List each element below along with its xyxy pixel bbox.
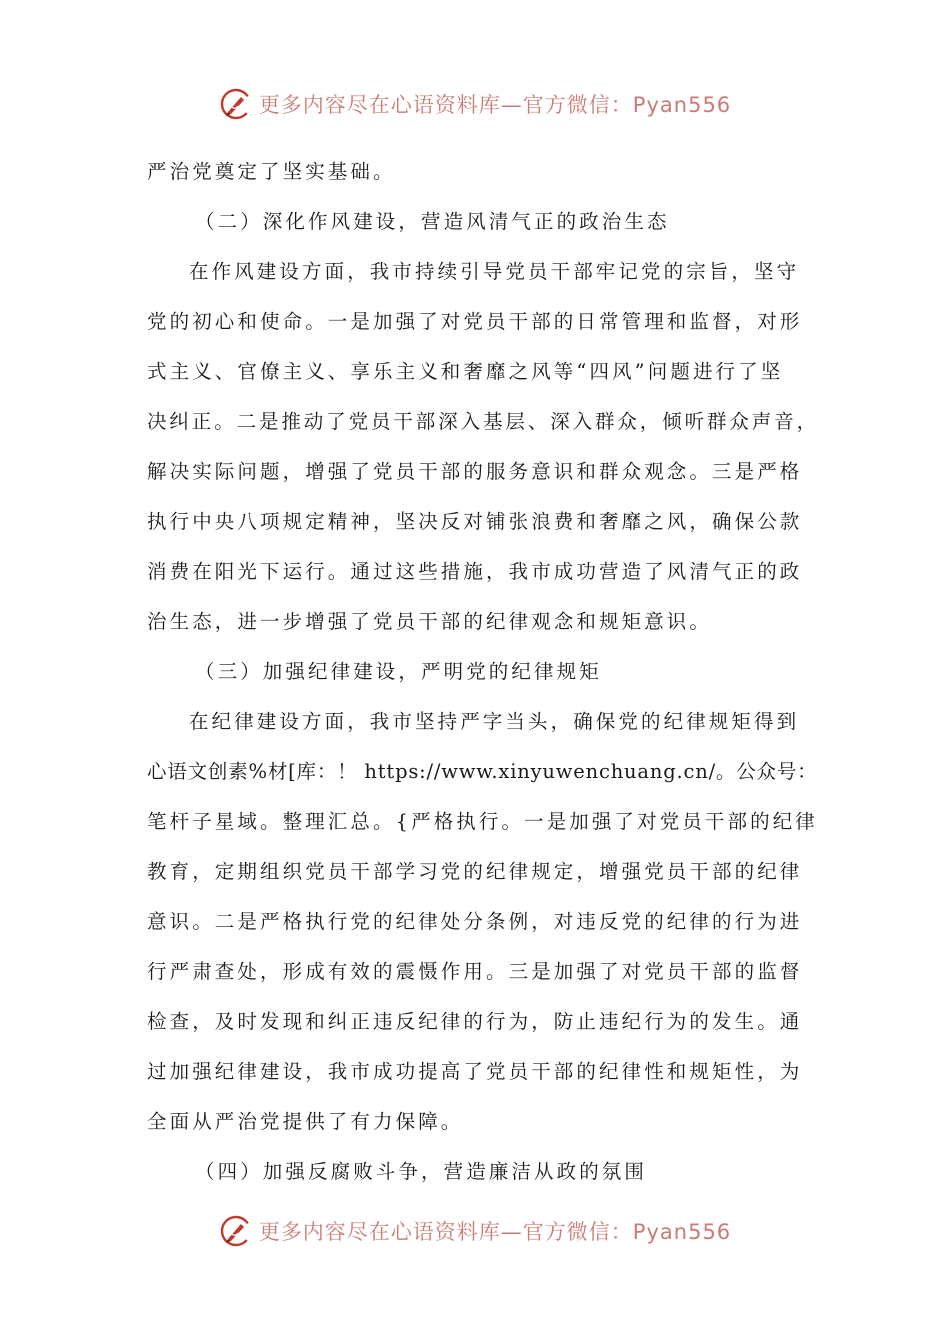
footer-banner: [0, 1211, 950, 1251]
banner-text: 更多内容尽在心语资料库—官方微信：Pyan556: [258, 1220, 732, 1244]
paragraph-line: 教育，定期组织党员干部学习党的纪律规定，增强党员干部的纪律: [147, 860, 803, 883]
header-banner: [0, 84, 950, 124]
paragraph-line: 在纪律建设方面，我市坚持严字当头，确保党的纪律规矩得到: [189, 710, 800, 733]
paragraph-line: 检查，及时发现和纠正违反纪律的行为，防止违纪行为的发生。通: [147, 1010, 803, 1033]
paragraph-line: 执行中央八项规定精神，坚决反对铺张浪费和奢靡之风，确保公款: [147, 510, 803, 533]
paragraph-line: 全面从严治党提供了有力保障。: [147, 1110, 464, 1133]
paragraph-line: 在作风建设方面，我市持续引导党员干部牢记党的宗旨，坚守: [189, 260, 800, 283]
paragraph-line: 笔杆子星域。整理汇总。{严格执行。一是加强了对党员干部的纪律: [147, 810, 818, 833]
paragraph-line: 过加强纪律建设，我市成功提高了党员干部的纪律性和规矩性，为: [147, 1060, 803, 1083]
document-body: [147, 147, 820, 1197]
paragraph-line: 决纠正。二是推动了党员干部深入基层、深入群众，倾听群众声音，: [147, 410, 820, 433]
banner-text: 更多内容尽在心语资料库—官方微信：Pyan556: [258, 93, 732, 117]
section-heading: （三）加强纪律建设，严明党的纪律规矩: [195, 660, 602, 683]
pen-logo-icon: [219, 1214, 253, 1248]
paragraph-line: 解决实际问题，增强了党员干部的服务意识和群众观念。三是严格: [147, 460, 803, 483]
paragraph-line: 意识。二是严格执行党的纪律处分条例，对违反党的纪律的行为进: [147, 910, 803, 933]
paragraph-line: 治生态，进一步增强了党员干部的纪律观念和规矩意识。: [147, 610, 713, 633]
pen-logo-icon: [219, 87, 253, 121]
paragraph-line: 式主义、官僚主义、享乐主义和奢靡之风等“四风”问题进行了坚: [147, 360, 784, 383]
paragraph-line: 行严肃查处，形成有效的震慑作用。三是加强了对党员干部的监督: [147, 960, 803, 983]
paragraph-line: 党的初心和使命。一是加强了对党员干部的日常管理和监督，对形: [147, 310, 803, 333]
paragraph-line: 严治党奠定了坚实基础。: [147, 160, 396, 183]
paragraph-line: 消费在阳光下运行。通过这些措施，我市成功营造了风清气正的政: [147, 560, 803, 583]
section-heading: （二）深化作风建设，营造风清气正的政治生态: [195, 210, 670, 233]
section-heading: （四）加强反腐败斗争，营造廉洁从政的氛围: [195, 1160, 648, 1183]
paragraph-line-with-url: 心语文创素%材[库：！ https://www.xinyuwenchuang.cn/。公众号：: [147, 760, 818, 783]
